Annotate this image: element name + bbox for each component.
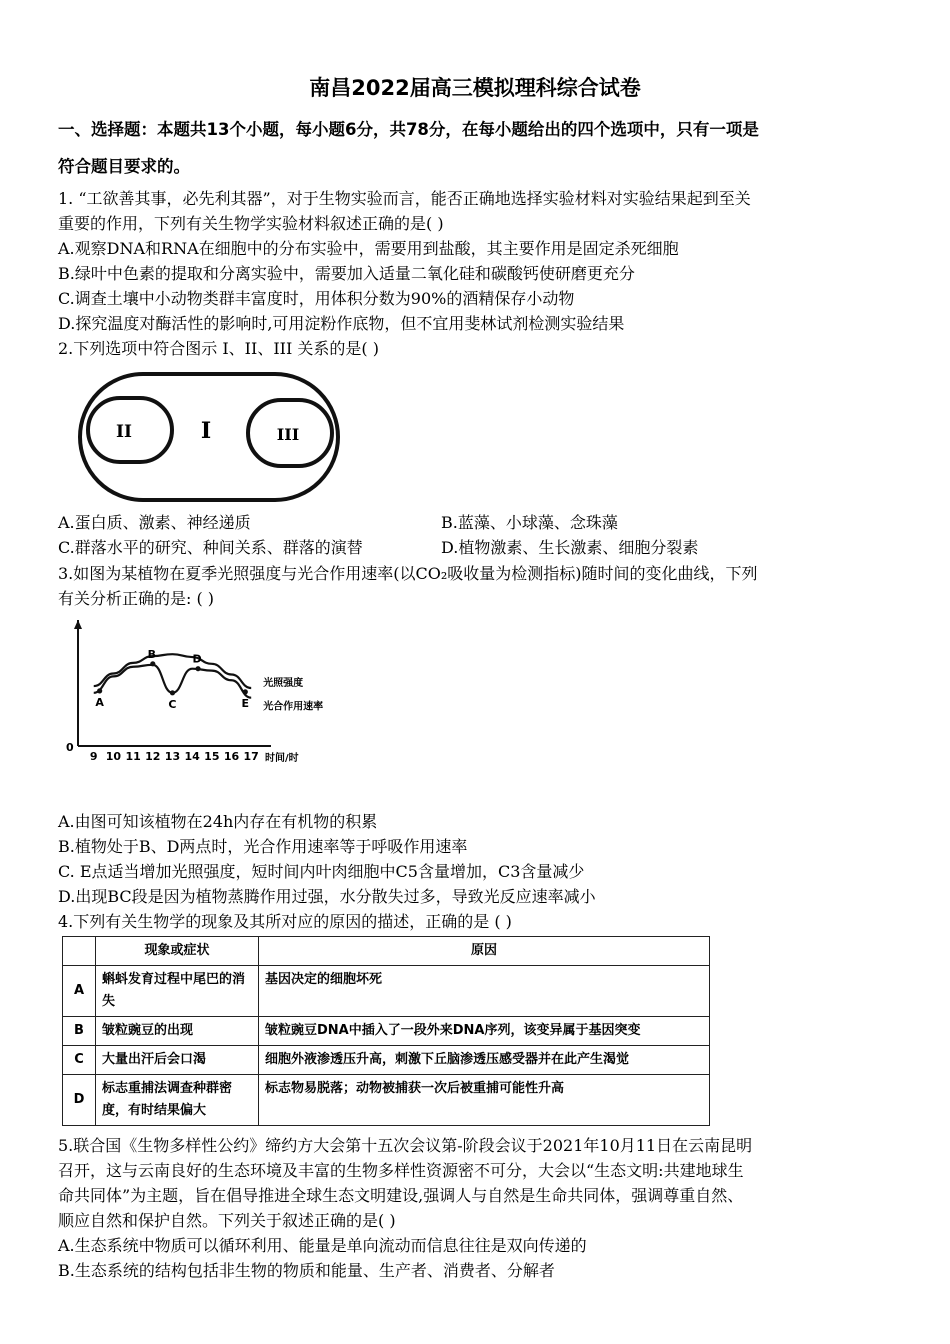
point-E — [243, 689, 248, 694]
q1-option-c: C.调查土壤中小动物类群丰富度时，用体积分数为90%的酒精保存小动物 — [58, 289, 575, 308]
table-row — [63, 966, 710, 1017]
section-heading-line1: 一、选择题：本题共13个小题，每小题6分，共78分，在每小题给出的四个选项中，只有一项是 — [58, 120, 759, 139]
x-axis-label: 时间/时 — [265, 753, 299, 764]
q3-option-c: C. E点适当增加光照强度，短时间内叶肉细胞中C5含量增加，C3含量减少 — [58, 862, 585, 881]
q2-option-d: D.植物激素、生长激素、细胞分裂素 — [441, 538, 699, 557]
point-D — [195, 666, 200, 671]
table-row — [63, 1075, 710, 1126]
chart-x-ticks — [90, 750, 299, 764]
q5-option-b: B.生态系统的结构包括非生物的物质和能量、生产者、消费者、分解者 — [58, 1261, 555, 1280]
q5-stem-line3: 命共同体”为主题，旨在倡导推进全球生态文明建设,强调人与自然是生命共同体，强调尊重自然、 — [58, 1186, 744, 1205]
label-I: I — [200, 418, 212, 444]
q4-stem: 4.下列有关生物学的现象及其所对应的原因的描述，正确的是 ( ) — [58, 912, 512, 931]
q3-option-a: A.由图可知该植物在24h内存在有机物的积累 — [58, 812, 378, 831]
point-A — [97, 688, 102, 693]
x-tick-label: 10 — [105, 750, 122, 763]
series-label: 光照强度 — [263, 678, 304, 689]
point-label-B: B — [147, 647, 156, 661]
q2-stem: 2.下列选项中符合图示 I、II、III 关系的是( ) — [58, 339, 379, 358]
row-phenomenon: 蝌蚪发育过程中尾巴的消失 — [96, 966, 259, 1017]
origin-label: 0 — [66, 741, 74, 754]
x-tick-label: 11 — [125, 750, 141, 763]
row-reason: 细胞外液渗透压升高，刺激下丘脑渗透压感受器并在此产生渴觉 — [259, 1046, 710, 1075]
q2-option-a: A.蛋白质、激素、神经递质 — [58, 513, 251, 532]
x-tick-label: 9 — [89, 750, 98, 763]
x-tick-label: 12 — [145, 750, 161, 763]
x-tick-label: 15 — [204, 750, 220, 763]
table-row — [63, 1017, 710, 1046]
q3-option-d: D.出现BC段是因为植物蒸腾作用过强，水分散失过多，导致光反应速率减小 — [58, 887, 596, 906]
row-phenomenon: 大量出汗后会口渴 — [96, 1046, 259, 1075]
y-axis-arrow — [74, 620, 82, 629]
page-title: 南昌2022届高三模拟理科综合试卷 — [309, 76, 641, 100]
x-tick-label: 16 — [223, 750, 240, 763]
point-label-A: A — [95, 695, 104, 709]
point-B — [150, 661, 155, 666]
table-header-row — [63, 937, 710, 966]
q3-line-chart — [58, 612, 358, 784]
point-label-C: C — [168, 697, 177, 711]
table-header-key — [63, 937, 96, 966]
x-tick-label: 17 — [243, 750, 259, 763]
row-key: B — [63, 1017, 96, 1046]
q3-stem-line2: 有关分析正确的是: ( ) — [58, 589, 215, 608]
q1-option-b: B.绿叶中色素的提取和分离实验中，需要加入适量二氧化硅和碳酸钙使研磨更充分 — [58, 264, 635, 283]
row-phenomenon: 标志重捕法调查种群密度，有时结果偏大 — [96, 1075, 259, 1126]
q1-stem-line2: 重要的作用，下列有关生物学实验材料叙述正确的是( ) — [58, 214, 444, 233]
table-row — [63, 1046, 710, 1075]
series-line-light-intensity — [94, 654, 251, 688]
row-key: A — [63, 966, 96, 1017]
q5-option-a: A.生态系统中物质可以循环利用、能量是单向流动而信息往往是双向传递的 — [58, 1236, 587, 1255]
q1-option-d: D.探究温度对酶活性的影响时,可用淀粉作底物，但不宜用斐林试剂检测实验结果 — [58, 314, 625, 333]
x-tick-label: 14 — [184, 750, 200, 763]
chart-series — [94, 654, 323, 713]
x-tick-label: 13 — [164, 750, 181, 763]
q5-stem-line2: 召开，这与云南良好的生态环境及丰富的生物多样性资源密不可分，大会以“生态文明:共建地球生 — [58, 1161, 744, 1180]
q3-option-b: B.植物处于B、D两点时，光合作用速率等于呼吸作用速率 — [58, 837, 468, 856]
q5-stem-line1: 5.联合国《生物多样性公约》缔约方大会第十五次会议第-阶段会议于2021年10月11日在云南昆明 — [58, 1136, 753, 1155]
point-label-E: E — [241, 696, 250, 710]
q5-stem-line4: 顺应自然和保护自然。下列关于叙述正确的是( ) — [58, 1211, 396, 1230]
q1-option-a: A.观察DNA和RNA在细胞中的分布实验中，需要用到盐酸，其主要作用是固定杀死细胞 — [58, 239, 679, 258]
point-label-D: D — [192, 652, 202, 666]
label-III: III — [276, 425, 300, 444]
row-key: C — [63, 1046, 96, 1075]
q2-option-c: C.群落水平的研究、种间关系、群落的演替 — [58, 538, 363, 557]
series-label: 光合作用速率 — [263, 701, 324, 713]
row-phenomenon: 皱粒豌豆的出现 — [96, 1017, 259, 1046]
section-heading-line2: 符合题目要求的。 — [58, 157, 190, 176]
table-header-phenomenon: 现象或症状 — [96, 937, 259, 966]
q1-stem-line1: 1. “工欲善其事，必先利其器”，对于生物实验而言，能否正确地选择实验材料对实验结果起到至关 — [58, 189, 751, 208]
row-reason: 标志物易脱落；动物被捕获一次后被重捕可能性升高 — [259, 1075, 710, 1126]
q2-venn-diagram — [76, 368, 346, 508]
row-reason: 基因决定的细胞坏死 — [259, 966, 710, 1017]
label-II: II — [116, 422, 132, 442]
row-reason: 皱粒豌豆DNA中插入了一段外来DNA序列，该变异属于基因突变 — [259, 1017, 710, 1046]
row-key: D — [63, 1075, 96, 1126]
point-C — [170, 690, 175, 695]
table-header-reason: 原因 — [259, 937, 710, 966]
q2-option-b: B.蓝藻、小球藻、念珠藻 — [441, 513, 618, 532]
q3-stem-line1: 3.如图为某植物在夏季光照强度与光合作用速率(以CO₂吸收量为检测指标)随时间的变化曲线，下列 — [58, 564, 758, 583]
q4-table — [62, 936, 710, 1126]
